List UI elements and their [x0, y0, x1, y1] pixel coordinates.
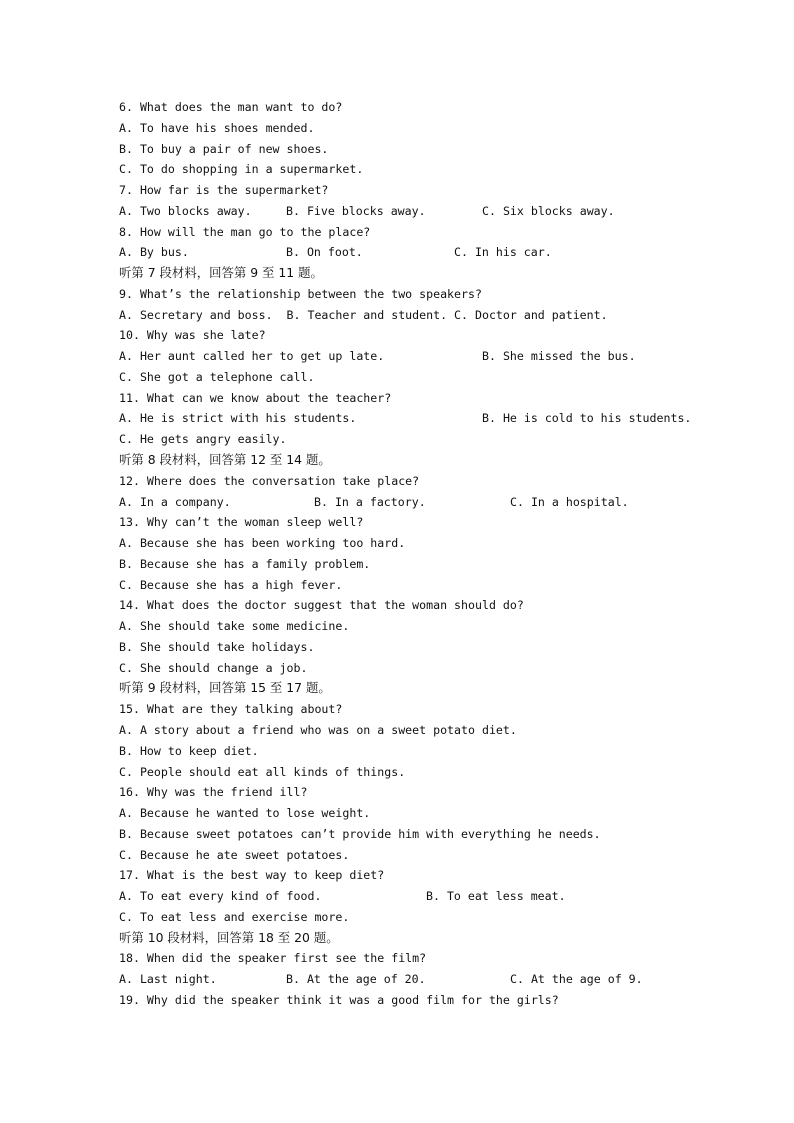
option-line	[119, 346, 759, 367]
option-line	[119, 658, 759, 679]
option-text: C. Six blocks away.	[482, 203, 615, 218]
option-line	[119, 824, 759, 845]
option-line	[119, 575, 759, 596]
option-text: C. Because she has a high fever.	[119, 577, 343, 592]
option-text: A. To have his shoes mended.	[119, 120, 315, 135]
option-text: C. To do shopping in a supermarket.	[119, 162, 364, 177]
question-text: 18. When did the speaker first see the film?	[119, 951, 427, 966]
option-line	[119, 367, 759, 388]
question-list	[119, 97, 759, 1011]
option-text: A. He is strict with his students.	[119, 411, 357, 426]
question-line	[119, 97, 759, 118]
option-line	[119, 969, 759, 990]
option-line	[119, 408, 759, 429]
question-text: 8. How will the man go to the place?	[119, 224, 371, 239]
option-text: A. Because she has been working too hard.	[119, 536, 406, 551]
option-text: B. In a factory.	[314, 494, 426, 509]
option-text: B. She should take holidays.	[119, 639, 315, 654]
option-text: A. Because he wanted to lose weight.	[119, 806, 371, 821]
question-text: 7. How far is the supermarket?	[119, 183, 329, 198]
option-line	[119, 429, 759, 450]
section-header-text: 听第 10 段材料，回答第 18 至 20 题。	[119, 929, 339, 945]
question-line	[119, 284, 759, 305]
option-text: B. To buy a pair of new shoes.	[119, 141, 329, 156]
question-text: 15. What are they talking about?	[119, 702, 343, 717]
option-line	[119, 242, 759, 263]
section-header	[119, 263, 759, 284]
question-text: 17. What is the best way to keep diet?	[119, 868, 385, 883]
option-text: A. To eat every kind of food.	[119, 889, 322, 904]
question-text: 12. Where does the conversation take place?	[119, 473, 420, 488]
option-text: A. Two blocks away.	[119, 203, 252, 218]
option-line	[119, 201, 759, 222]
option-line	[119, 886, 759, 907]
question-line	[119, 782, 759, 803]
question-text: 9. What’s the relationship between the two speakers?	[119, 286, 482, 301]
option-text: A. Secretary and boss. B. Teacher and student. C. Doctor and patient.	[119, 307, 608, 322]
option-line	[119, 554, 759, 575]
option-line	[119, 803, 759, 824]
question-text: 11. What can we know about the teacher?	[119, 390, 392, 405]
option-text: C. At the age of 9.	[510, 972, 643, 987]
option-line	[119, 741, 759, 762]
option-text: C. She got a telephone call.	[119, 369, 315, 384]
section-header	[119, 928, 759, 949]
option-text: C. Because he ate sweet potatoes.	[119, 847, 350, 862]
section-header	[119, 678, 759, 699]
option-line	[119, 907, 759, 928]
option-text: B. To eat less meat.	[426, 889, 566, 904]
option-text: C. In a hospital.	[510, 494, 629, 509]
question-text: 13. Why can’t the woman sleep well?	[119, 515, 364, 530]
option-text: A. In a company.	[119, 494, 231, 509]
question-line	[119, 471, 759, 492]
question-line	[119, 512, 759, 533]
option-text: B. He is cold to his students.	[482, 411, 692, 426]
option-text: C. In his car.	[454, 245, 552, 260]
option-text: C. People should eat all kinds of things.	[119, 764, 406, 779]
option-line	[119, 305, 759, 326]
question-line	[119, 325, 759, 346]
question-text: 14. What does the doctor suggest that the woman should do?	[119, 598, 524, 613]
option-text: B. At the age of 20.	[286, 972, 426, 987]
option-text: B. On foot.	[286, 245, 363, 260]
question-line	[119, 865, 759, 886]
option-line	[119, 762, 759, 783]
option-line	[119, 159, 759, 180]
option-text: C. She should change a job.	[119, 660, 308, 675]
option-line	[119, 118, 759, 139]
option-text: C. He gets angry easily.	[119, 432, 287, 447]
question-line	[119, 222, 759, 243]
option-line	[119, 845, 759, 866]
question-text: 6. What does the man want to do?	[119, 100, 343, 114]
option-text: A. By bus.	[119, 245, 189, 260]
option-text: B. Because sweet potatoes can’t provide him with everything he needs.	[119, 826, 601, 841]
question-text: 19. Why did the speaker think it was a good film for the girls?	[119, 992, 559, 1007]
section-header	[119, 450, 759, 471]
option-line	[119, 533, 759, 554]
option-text: A. A story about a friend who was on a sweet potato diet.	[119, 722, 517, 737]
question-line	[119, 699, 759, 720]
question-line	[119, 180, 759, 201]
option-line	[119, 139, 759, 160]
option-text: B. Five blocks away.	[286, 203, 426, 218]
question-text: 16. Why was the friend ill?	[119, 785, 308, 800]
option-text: C. To eat less and exercise more.	[119, 909, 350, 924]
option-line	[119, 637, 759, 658]
option-text: A. She should take some medicine.	[119, 619, 350, 634]
question-text: 10. Why was she late?	[119, 328, 266, 343]
section-header-text: 听第 8 段材料，回答第 12 至 14 题。	[119, 452, 331, 468]
section-header-text: 听第 9 段材料，回答第 15 至 17 题。	[119, 680, 331, 696]
option-text: A. Last night.	[119, 972, 217, 987]
option-text: B. How to keep diet.	[119, 743, 259, 758]
section-header-text: 听第 7 段材料，回答第 9 至 11 题。	[119, 265, 323, 281]
option-text: B. Because she has a family problem.	[119, 556, 371, 571]
option-text: A. Her aunt called her to get up late.	[119, 349, 385, 364]
question-line	[119, 990, 759, 1011]
question-line	[119, 595, 759, 616]
question-line	[119, 388, 759, 409]
question-line	[119, 948, 759, 969]
option-text: B. She missed the bus.	[482, 349, 636, 364]
option-line	[119, 492, 759, 513]
option-line	[119, 616, 759, 637]
option-line	[119, 720, 759, 741]
